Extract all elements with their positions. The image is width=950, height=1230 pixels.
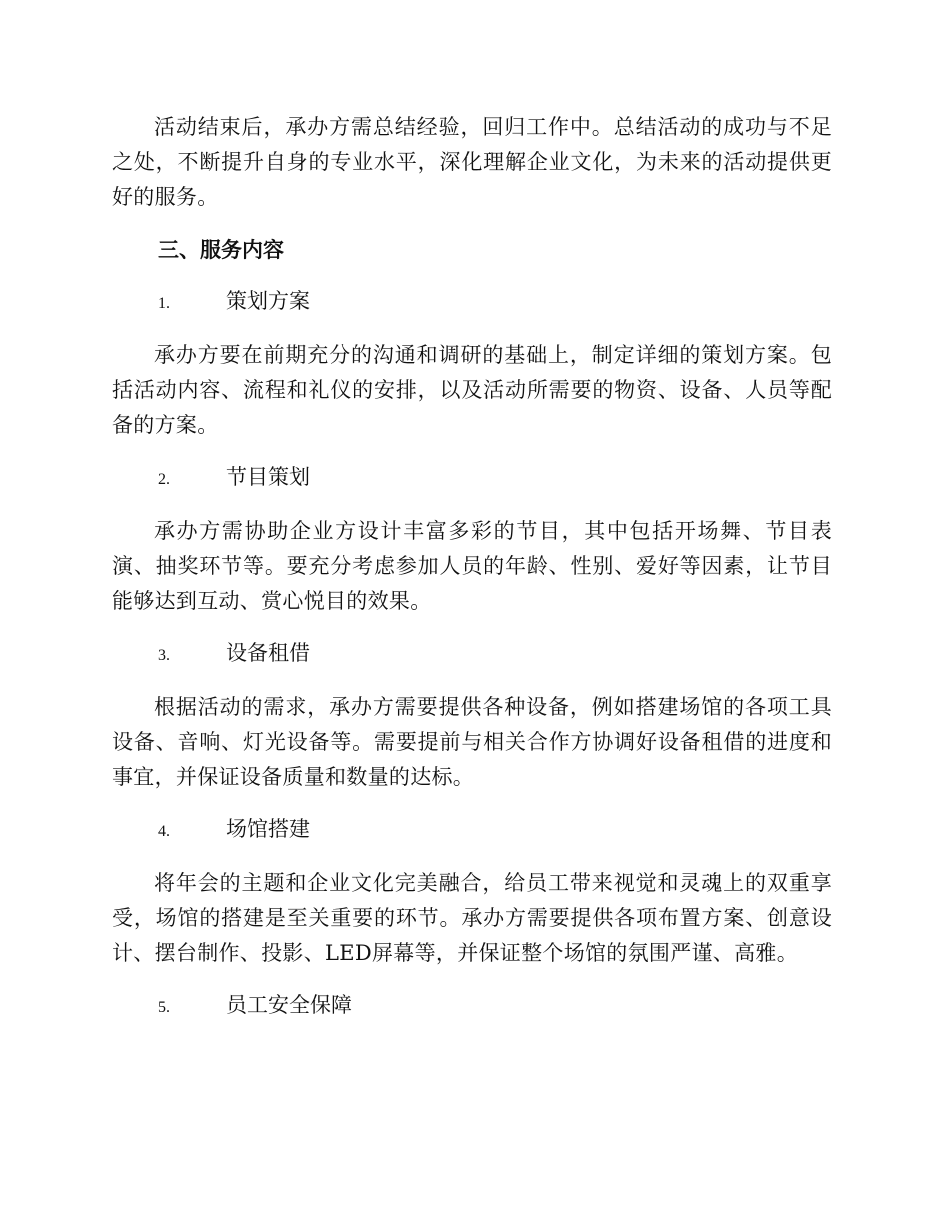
section-heading-service-content: 三、服务内容 — [158, 237, 284, 262]
list-item-number: 1. — [158, 295, 170, 312]
paragraph-program: 承办方需协助企业方设计丰富多彩的节目，其中包括开场舞、节目表演、抽奖环节等。要充分考虑参加人员的年龄、性别、爱好等因素，让节目能够达到互动、赏心悦目的效果。 — [112, 519, 832, 613]
paragraph-planning: 承办方要在前期充分的沟通和调研的基础上，制定详细的策划方案。包括活动内容、流程和礼仪的安排，以及活动所需要的物资、设备、人员等配备的方案。 — [112, 343, 832, 437]
list-item-title: 设备租借 — [226, 641, 310, 665]
list-item-safety — [158, 988, 832, 1025]
document-page — [112, 110, 832, 1042]
list-item-title: 节目策划 — [226, 465, 310, 489]
list-item-number: 3. — [158, 647, 170, 664]
list-item-venue — [158, 812, 832, 849]
paragraph-equipment: 根据活动的需求，承办方需要提供各种设备，例如搭建场馆的各项工具设备、音响、灯光设备等。需要提前与相关合作方协调好设备租借的进度和事宜，并保证设备质量和数量的达标。 — [112, 695, 832, 789]
list-item-equipment — [158, 636, 832, 673]
list-item-title: 场馆搭建 — [226, 817, 310, 841]
list-item-title: 策划方案 — [226, 289, 310, 313]
paragraph-venue: 将年会的主题和企业文化完美融合，给员工带来视觉和灵魂上的双重享受，场馆的搭建是至关重要的环节。承办方需要提供各项布置方案、创意设计、摆台制作、投影、LED屏幕等，并保证整个场馆的氛围严谨、高雅。 — [112, 871, 832, 965]
list-item-title: 员工安全保障 — [226, 993, 352, 1017]
list-item-planning — [158, 284, 832, 321]
list-item-number: 5. — [158, 999, 170, 1016]
paragraph-closing-summary: 活动结束后，承办方需总结经验，回归工作中。总结活动的成功与不足之处，不断提升自身的专业水平，深化理解企业文化，为未来的活动提供更好的服务。 — [112, 115, 832, 209]
list-item-number: 2. — [158, 471, 170, 488]
list-item-program — [158, 460, 832, 497]
list-item-number: 4. — [158, 823, 170, 840]
